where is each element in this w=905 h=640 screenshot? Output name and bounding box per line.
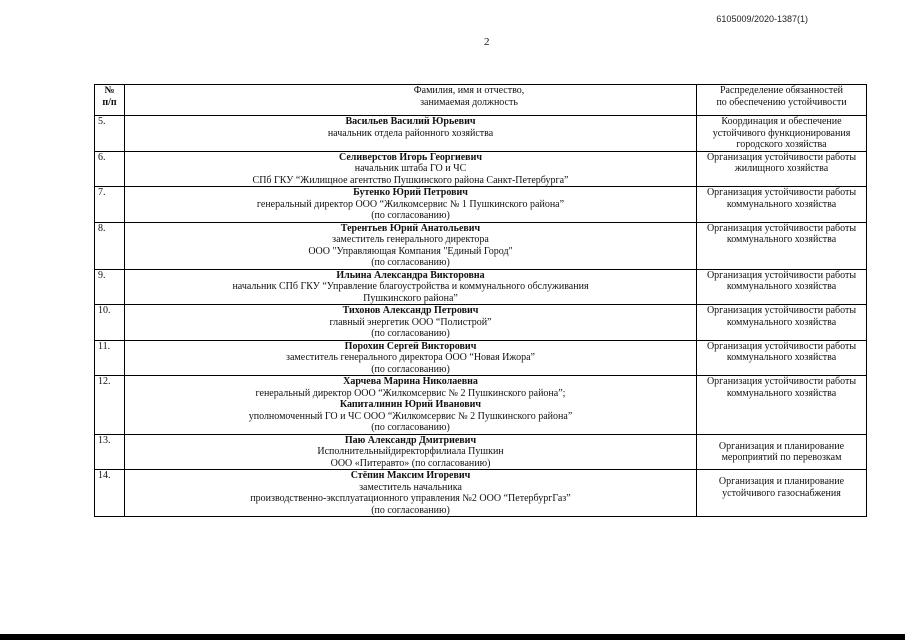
person-position: заместитель начальника bbox=[359, 481, 462, 493]
person-cell bbox=[125, 222, 697, 269]
person-position: главный энергетик ООО “Полистрой” bbox=[329, 316, 492, 328]
person-position: заместитель генерального директора ООО “Новая Ижора” bbox=[286, 352, 535, 363]
person-position: СПб ГКУ “Жилищное агентство Пушкинского района Санкт-Петербурга” bbox=[252, 174, 569, 186]
header-name-line1: Фамилия, имя и отчество, bbox=[413, 85, 525, 96]
duty-line: Организация и планирование bbox=[718, 440, 845, 452]
person-position: заместитель генерального директора bbox=[332, 234, 489, 245]
person-cell bbox=[125, 305, 697, 341]
person-name: Паю Александр Дмитриевич bbox=[344, 434, 477, 446]
table-row bbox=[95, 305, 867, 341]
row-number: 6. bbox=[95, 151, 125, 187]
header-duty-line1: Распределение обязанностей bbox=[719, 85, 844, 96]
person-position: Пушкинского района” bbox=[363, 292, 458, 304]
table-row bbox=[95, 340, 867, 376]
header-duty-line2: по обеспечению устойчивости bbox=[716, 96, 847, 108]
duty-line: коммунального хозяйства bbox=[726, 316, 837, 328]
table-row bbox=[95, 222, 867, 269]
row-number: 11. bbox=[95, 340, 125, 376]
person-position: (по согласованию) bbox=[371, 210, 450, 221]
duty-cell bbox=[697, 376, 867, 435]
header-duty bbox=[697, 85, 867, 116]
duty-cell bbox=[697, 222, 867, 269]
person-position: ООО «Питеравто» (по согласованию) bbox=[330, 457, 491, 469]
duty-line: коммунального хозяйства bbox=[726, 234, 837, 245]
page-number: 2 bbox=[484, 36, 490, 48]
row-number: 13. bbox=[95, 434, 125, 470]
responsibility-table bbox=[94, 84, 867, 517]
person-name: Васильев Василий Юрьевич bbox=[345, 116, 476, 127]
duty-line: Организация и планирование bbox=[718, 476, 845, 487]
duty-line: Организация устойчивости работы bbox=[706, 222, 857, 234]
duty-line: коммунального хозяйства bbox=[726, 198, 837, 210]
person-position: генеральный директор ООО “Жилкомсервис № 2 Пушкинского района”; bbox=[255, 387, 566, 399]
row-number: 7. bbox=[95, 187, 125, 223]
header-name-line2: занимаемая должность bbox=[420, 96, 518, 108]
duty-cell bbox=[697, 116, 867, 152]
table-row bbox=[95, 434, 867, 470]
person-cell bbox=[125, 340, 697, 376]
table-row bbox=[95, 187, 867, 223]
person-cell bbox=[125, 187, 697, 223]
duty-line: Организация устойчивости работы bbox=[706, 187, 857, 198]
duty-line: коммунального хозяйства bbox=[726, 352, 837, 363]
duty-line: коммунального хозяйства bbox=[726, 387, 837, 399]
duty-line: устойчивого газоснабжения bbox=[722, 487, 841, 499]
person-position: генеральный директор ООО “Жилкомсервис № 1 Пушкинского района” bbox=[256, 198, 565, 210]
person-cell bbox=[125, 116, 697, 152]
person-name: Порохин Сергей Викторович bbox=[344, 340, 477, 352]
person-position: уполномоченный ГО и ЧС ООО “Жилкомсервис № 2 Пушкинского района” bbox=[248, 410, 573, 422]
person-position: начальник СПб ГКУ “Управление благоустройства и коммунального обслуживания bbox=[232, 281, 589, 292]
person-position: (по согласованию) bbox=[371, 422, 450, 433]
person-name: Селиверстов Игорь Георгиевич bbox=[339, 151, 482, 163]
person-position: Исполнительныйдиректорфилиала Пушкин bbox=[317, 446, 504, 457]
row-number: 9. bbox=[95, 269, 125, 305]
person-name: Терентьев Юрий Анатольевич bbox=[340, 222, 481, 234]
duty-line: городского хозяйства bbox=[736, 139, 827, 150]
scan-border bbox=[0, 634, 905, 640]
duty-cell bbox=[697, 305, 867, 341]
person-position: производственно-эксплуатационного управления №2 ООО “ПетербургГаз” bbox=[250, 493, 571, 504]
duty-line: устойчивого функционирования bbox=[712, 127, 851, 139]
row-number: 14. bbox=[95, 470, 125, 517]
duty-line: Организация устойчивости работы bbox=[706, 305, 857, 316]
row-number: 10. bbox=[95, 305, 125, 341]
person-position: ООО "Управляющая Компания "Единый Город" bbox=[308, 245, 513, 257]
header-number bbox=[95, 85, 125, 116]
person-name: Капиталинин Юрий Иванович bbox=[339, 399, 482, 410]
person-name: Тихонов Александр Петрович bbox=[342, 305, 479, 316]
person-name: Ильина Александра Викторовна bbox=[336, 269, 485, 281]
person-position: (по согласованию) bbox=[371, 504, 450, 516]
duty-cell bbox=[697, 470, 867, 517]
row-number: 8. bbox=[95, 222, 125, 269]
table-header-row bbox=[95, 85, 867, 116]
duty-cell bbox=[697, 269, 867, 305]
duty-line: Организация устойчивости работы bbox=[706, 269, 857, 281]
duty-line: Координация и обеспечение bbox=[721, 116, 842, 127]
table-row bbox=[95, 269, 867, 305]
duty-cell bbox=[697, 151, 867, 187]
person-name: Стёпин Максим Игоревич bbox=[350, 470, 471, 481]
row-number: 5. bbox=[95, 116, 125, 152]
person-position: (по согласованию) bbox=[371, 363, 450, 375]
person-name: Харчева Марина Николаевна bbox=[343, 376, 478, 387]
table-row bbox=[95, 151, 867, 187]
person-cell bbox=[125, 434, 697, 470]
person-position: начальник отдела районного хозяйства bbox=[327, 127, 494, 139]
duty-line: коммунального хозяйства bbox=[726, 281, 837, 292]
duty-line: мероприятий по перевозкам bbox=[721, 452, 842, 463]
duty-cell bbox=[697, 434, 867, 470]
duty-line: Организация устойчивости работы bbox=[706, 151, 857, 163]
table-row bbox=[95, 376, 867, 435]
table-row bbox=[95, 470, 867, 517]
row-number: 12. bbox=[95, 376, 125, 435]
person-cell bbox=[125, 470, 697, 517]
table-row bbox=[95, 116, 867, 152]
person-position: (по согласованию) bbox=[371, 328, 450, 339]
duty-cell bbox=[697, 187, 867, 223]
person-cell bbox=[125, 151, 697, 187]
header-number-line2: п/п bbox=[102, 96, 117, 108]
person-position: начальник штаба ГО и ЧС bbox=[354, 163, 467, 174]
document-id: 6105009/2020-1387(1) bbox=[716, 14, 808, 24]
duty-line: Организация устойчивости работы bbox=[706, 340, 857, 352]
duty-cell bbox=[697, 340, 867, 376]
person-name: Бутенко Юрий Петрович bbox=[353, 187, 468, 198]
person-cell bbox=[125, 376, 697, 435]
duty-line: Организация устойчивости работы bbox=[706, 376, 857, 387]
person-cell bbox=[125, 269, 697, 305]
duty-line: жилищного хозяйства bbox=[734, 163, 829, 174]
header-name bbox=[125, 85, 697, 116]
person-position: (по согласованию) bbox=[371, 257, 450, 268]
header-number-line1: № bbox=[104, 85, 115, 96]
